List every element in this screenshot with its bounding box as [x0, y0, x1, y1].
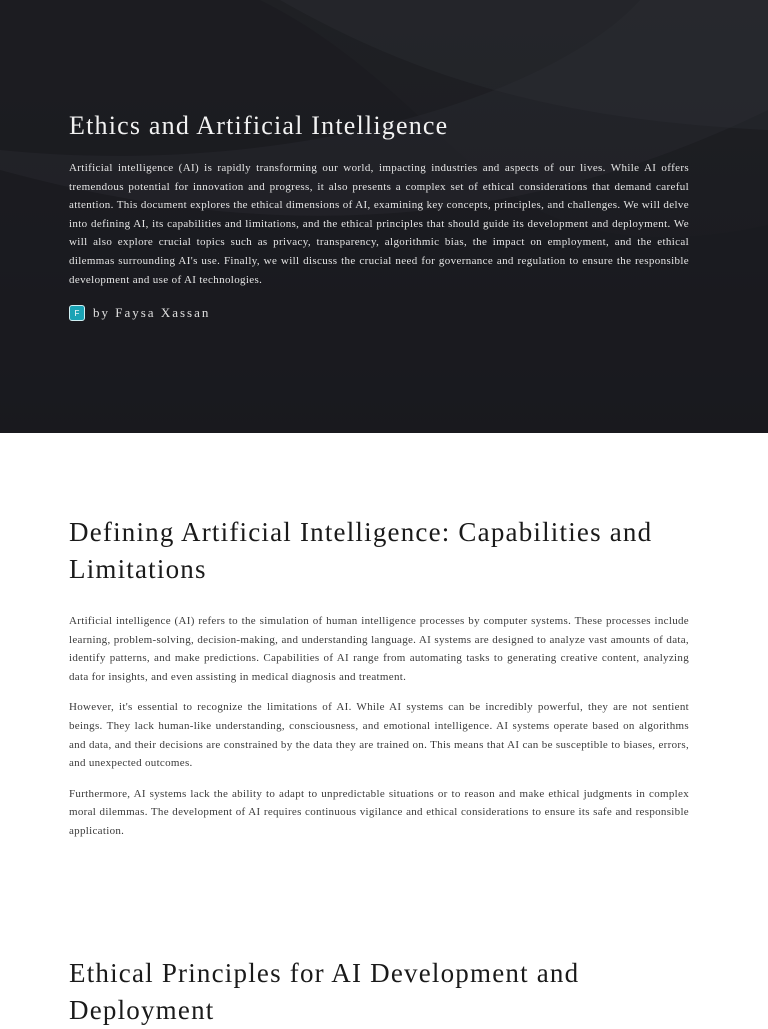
author-name: by Faysa Xassan	[93, 305, 211, 321]
intro-paragraph: Artificial intelligence (AI) is rapidly transforming our world, impacting industries and aspects of our lives. While AI offers tremendous potential for innovation and progress, it also presents a complex set of ethical considerations that demand careful attention. This document explores the ethical dimensions of AI, examining key concepts, principles, and challenges. We will delve into defining AI, its capabilities and limitations, and the ethical principles that should guide its development and deployment. We will also explore crucial topics such as privacy, transparency, algorithmic bias, the impact on employment, and the ethical dilemmas surrounding AI's use. Finally, we will discuss the crucial need for governance and regulation to ensure the responsible development and use of AI technologies.	[69, 162, 689, 286]
section-ethical-principles	[69, 955, 689, 1029]
author-byline	[69, 305, 689, 321]
section-title: Ethical Principles for AI Development and Deployment	[69, 958, 580, 1025]
section-title: Defining Artificial Intelligence: Capabilities and Limitations	[69, 517, 653, 584]
avatar: F	[69, 305, 85, 321]
section-paragraph: Furthermore, AI systems lack the ability to adapt to unpredictable situations or to reason and make ethical judgments in complex moral dilemmas. The development of AI requires continuous vigilance and ethical considerations to ensure its safe and responsible application.	[69, 787, 689, 837]
section-paragraph: However, it's essential to recognize the limitations of AI. While AI systems can be incredibly powerful, they are not sentient beings. They lack human-like understanding, consciousness, and emotional intelligence. AI systems operate based on algorithms and data, and their decisions are constrained by the data they are trained on. This means that AI can be susceptible to biases, errors, and unexpected outcomes.	[69, 701, 689, 770]
page-title: Ethics and Artificial Intelligence	[69, 111, 449, 140]
section-defining-ai	[69, 514, 689, 841]
section-paragraph: Artificial intelligence (AI) refers to the simulation of human intelligence processes by computer systems. These processes include learning, problem-solving, decision-making, and understanding language. AI systems are designed to analyze vast amounts of data, identify patterns, and make predictions. Capabilities of AI range from automating tasks to generating creative content, analyzing data for insights, and even assisting in medical diagnosis and treatment.	[69, 615, 689, 683]
hero-banner	[0, 0, 768, 433]
